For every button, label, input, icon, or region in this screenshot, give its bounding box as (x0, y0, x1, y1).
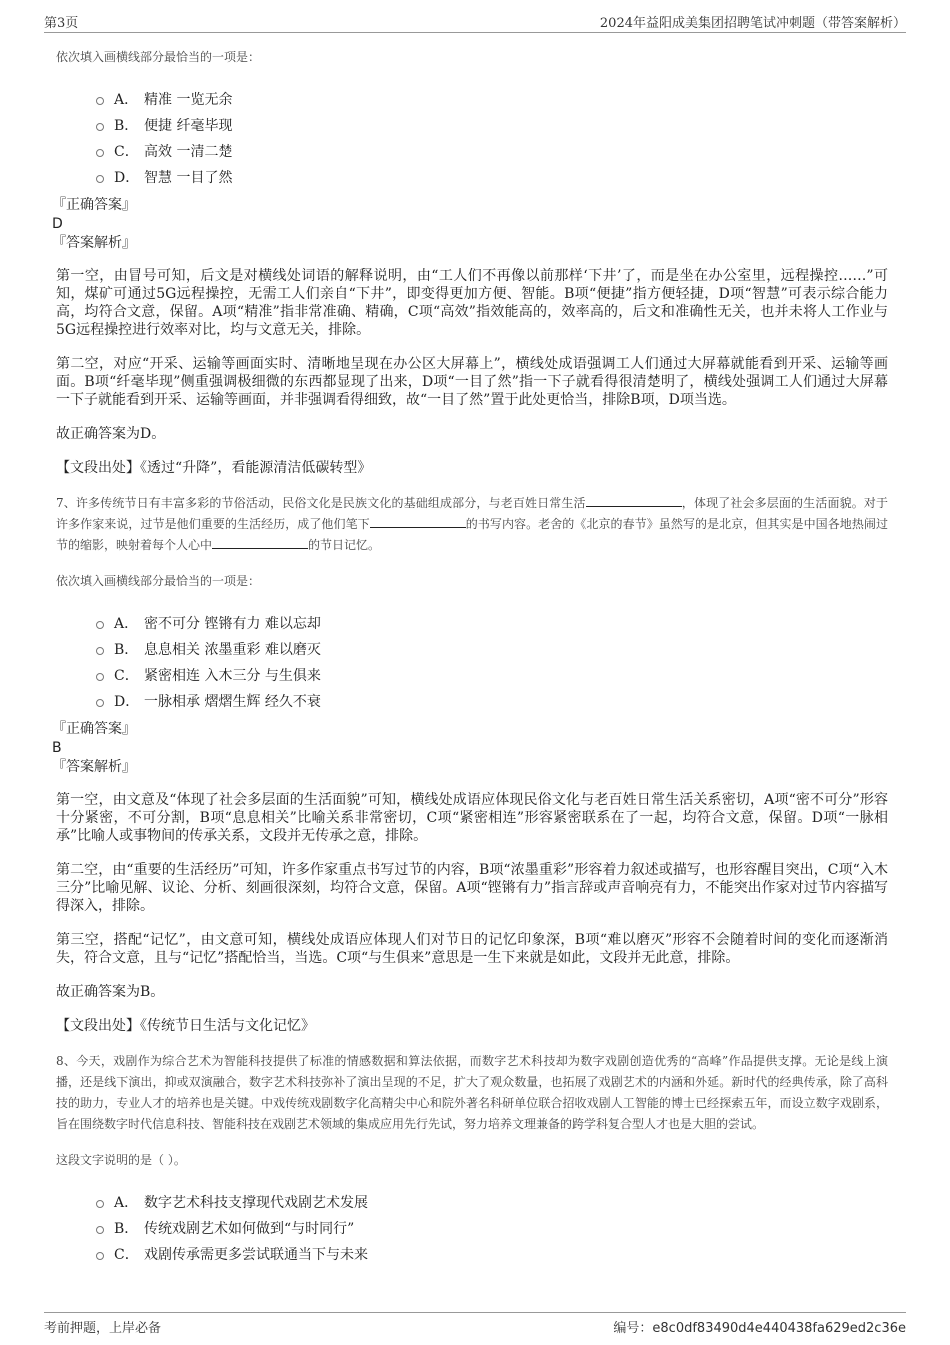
q7-stem-part-4: 的节日记忆。 (308, 538, 381, 552)
blank-line (212, 536, 308, 549)
footer-slogan: 考前押题，上岸必备 (44, 1321, 162, 1336)
q7-analysis-label: 『答案解析』 (52, 759, 136, 775)
q7-analysis-conclusion: 故正确答案为B。 (56, 984, 165, 1000)
q8-option-a[interactable] (96, 1189, 888, 1215)
q7-answer: B (52, 740, 62, 756)
radio-icon[interactable] (96, 621, 104, 629)
option-letter: B． (114, 642, 139, 658)
option-letter: D． (114, 170, 140, 186)
option-text: 高效 一清二楚 (144, 144, 233, 160)
q6-option-b[interactable] (96, 112, 888, 138)
q6-analysis-para-2: 第二空，对应“开采、运输等画面实时、清晰地呈现在办公区大屏幕上”，横线处成语强调工人们通过大屏幕就能看到开采、运输等画面。B项“纤毫毕现”侧重强调极细微的东西都显现了出来，D项“一目了然”指一下子就看得很清楚明了，横线处强调工人们通过大屏幕一下子就能看到开采、运输等画面，并非强调看得细致，故“一目了然”置于此处更恰当，排除B项，D项当选。 (56, 356, 888, 408)
radio-icon[interactable] (96, 647, 104, 655)
option-text: 智慧 一目了然 (144, 170, 233, 186)
q7-source: 【文段出处】《传统节日生活与文化记忆》 (56, 1018, 315, 1034)
page-number: 第3页 (44, 16, 79, 31)
q6-analysis-conclusion: 故正确答案为D。 (56, 426, 166, 442)
q6-options (96, 86, 888, 190)
option-text: 便捷 纤毫毕现 (144, 118, 233, 134)
q7-option-c[interactable] (96, 662, 888, 688)
radio-icon[interactable] (96, 1252, 104, 1260)
radio-icon[interactable] (96, 123, 104, 131)
q6-source: 【文段出处】《透过“升降”，看能源清洁低碳转型》 (56, 460, 372, 476)
q7-option-b[interactable] (96, 636, 888, 662)
footer-code-value: e8c0df83490d4e440438fa629ed2c36e (652, 1321, 906, 1336)
option-text: 传统戏剧艺术如何做到“与时同行” (144, 1221, 355, 1237)
q8-option-c[interactable] (96, 1241, 888, 1267)
radio-icon[interactable] (96, 97, 104, 105)
q8-stem: 8、今天，戏剧作为综合艺术为智能科技提供了标准的情感数据和算法依据，而数字艺术科技却为数字戏剧创造优秀的“高峰”作品提供支撑。无论是线上演播，还是线下演出，抑或双演融合，数字艺术科技弥补了演出呈现的不足，扩大了观众数量，也拓展了戏剧艺术的内涵和外延。新时代的经典传承，除了高科技的助力，专业人才的培养也是关键。中戏传统戏剧数字化高精尖中心和院外著名科研单位联合招收戏剧人工智能的博士已经探索五年，而设立数字戏剧系，旨在围绕数字时代信息科技、智能科技在戏剧艺术领域的集成应用先行先试，努力培养文理兼备的跨学科复合型人才也是大胆的尝试。 (56, 1054, 888, 1131)
option-letter: B． (114, 118, 139, 134)
q6-analysis-label: 『答案解析』 (52, 235, 136, 251)
option-letter: A． (114, 92, 139, 108)
q7-stem-part-1: 7、许多传统节日有丰富多彩的节俗活动，民俗文化是民族文化的基础组成部分，与老百姓日常生活 (56, 496, 586, 510)
q7-analysis-para-3: 第三空，搭配“记忆”，由文意可知，横线处成语应体现人们对节日的记忆印象深，B项“难以磨灭”形容不会随着时间的变化而逐渐消失，符合文意，且与“记忆”搭配恰当，当选。C项“与生俱来”意思是一生下来就是如此，文段并无此意，排除。 (56, 932, 888, 966)
option-letter: B． (114, 1221, 139, 1237)
option-text: 密不可分 铿锵有力 难以忘却 (144, 616, 321, 632)
radio-icon[interactable] (96, 699, 104, 707)
q7-options (96, 610, 888, 714)
footer-code-label: 编号： (613, 1321, 653, 1336)
q7-stem-part-2: ，体现了社会多层面的生活面貌。对于许多作家来说，过节是他们重要的生活经历，成了他们笔下 (56, 496, 888, 531)
option-letter: A． (114, 616, 139, 632)
option-letter: C． (114, 1247, 139, 1263)
q7-stem-part-3: 的书写内容。老舍的《北京的春节》虽然写的是北京，但其实是中国各地热闹过节的缩影，映射着每个人心中 (56, 517, 888, 552)
blank-line (370, 515, 466, 528)
q6-prompt: 依次填入画横线部分最恰当的一项是： (56, 50, 261, 64)
q7-analysis-para-1: 第一空，由文意及“体现了社会多层面的生活面貌”可知，横线处成语应体现民俗文化与老百姓日常生活关系密切，A项“密不可分”形容十分紧密，不可分割，B项“息息相关”比喻关系非常密切，C项“紧密相连”形容紧密联系在了一起，均符合文意，保留。D项“一脉相承”比喻人或事物间的传承关系，文段并无传承之意，排除。 (56, 792, 888, 844)
q7-analysis-para-2: 第二空，由“重要的生活经历”可知，许多作家重点书写过节的内容，B项“浓墨重彩”形容着力叙述或描写，也形容醒目突出，C项“入木三分”比喻见解、议论、分析、刻画很深刻，均符合文意，保留。A项“铿锵有力”指言辞或声音响亮有力，不能突出作家对过节内容描写得深入，排除。 (56, 862, 888, 914)
page-header (44, 8, 906, 33)
radio-icon[interactable] (96, 673, 104, 681)
q7-prompt: 依次填入画横线部分最恰当的一项是： (56, 574, 261, 588)
radio-icon[interactable] (96, 1200, 104, 1208)
q7-answer-label: 『正确答案』 (52, 721, 136, 737)
radio-icon[interactable] (96, 149, 104, 157)
option-letter: A． (114, 1195, 139, 1211)
q7-stem (56, 493, 888, 556)
option-text: 息息相关 浓墨重彩 难以磨灭 (144, 642, 321, 658)
q6-option-a[interactable] (96, 86, 888, 112)
q8-option-b[interactable] (96, 1215, 888, 1241)
q7-option-a[interactable] (96, 610, 888, 636)
q6-option-d[interactable] (96, 164, 888, 190)
q6-answer-label: 『正确答案』 (52, 197, 136, 213)
option-text: 数字艺术科技支撑现代戏剧艺术发展 (144, 1195, 368, 1211)
radio-icon[interactable] (96, 1226, 104, 1234)
page-footer (44, 1312, 906, 1339)
option-letter: D． (114, 694, 140, 710)
document-title: 2024年益阳成美集团招聘笔试冲刺题（带答案解析） (599, 16, 906, 31)
option-text: 一脉相承 熠熠生辉 经久不衰 (144, 694, 321, 710)
radio-icon[interactable] (96, 175, 104, 183)
option-text: 戏剧传承需更多尝试联通当下与未来 (144, 1247, 368, 1263)
q8-options (96, 1189, 888, 1267)
q6-option-c[interactable] (96, 138, 888, 164)
blank-line (586, 494, 682, 507)
option-letter: C． (114, 668, 139, 684)
option-text: 精准 一览无余 (144, 92, 233, 108)
q6-analysis-para-1: 第一空，由冒号可知，后文是对横线处词语的解释说明，由“工人们不再像以前那样‘下井’了，而是坐在办公室里，远程操控……”可知，煤矿可通过5G远程操控，无需工人们亲自“下井”，即变得更加方便、智能。B项“便捷”指方便轻捷，D项“智慧”可表示综合能力高，均符合文意，保留。A项“精准”指非常准确、精确，C项“高效”指效能高的，效率高的，后文和准确性无关，也并未将人工作业与5G远程操控进行效率对比，均与文意无关，排除。 (56, 268, 888, 338)
footer-code (613, 1317, 906, 1336)
q7-option-d[interactable] (96, 688, 888, 714)
q8-prompt: 这段文字说明的是（ ）。 (56, 1153, 186, 1167)
page-content (52, 48, 888, 1267)
option-text: 紧密相连 入木三分 与生俱来 (144, 668, 321, 684)
option-letter: C． (114, 144, 139, 160)
q6-answer: D (52, 216, 63, 232)
